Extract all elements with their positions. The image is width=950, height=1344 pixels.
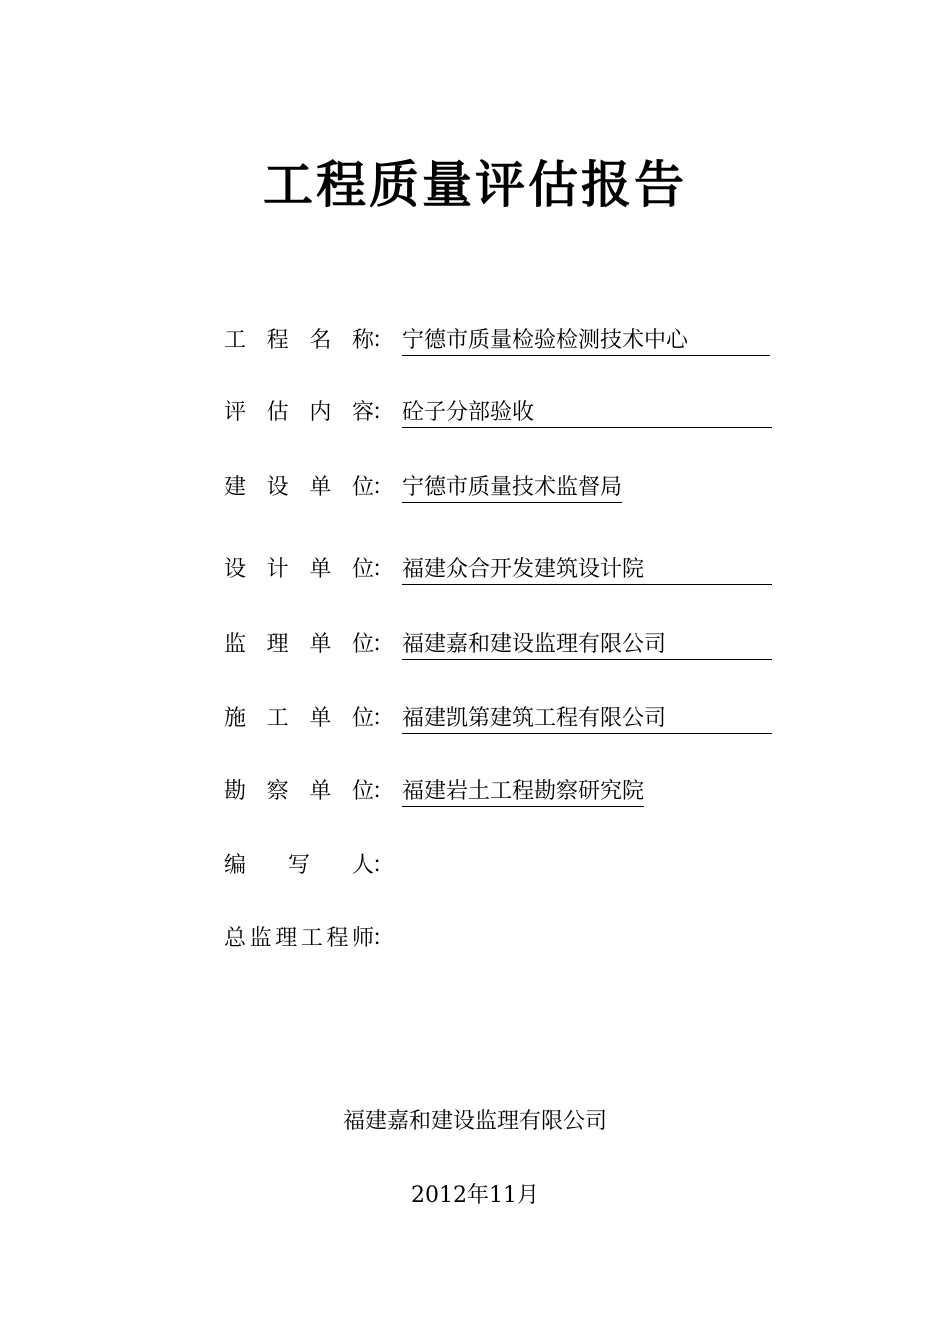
field-value: 砼子分部验收 [402, 398, 772, 428]
footer-date: 2012年11月 [411, 1183, 539, 1208]
field-colon: ： [372, 475, 395, 500]
field-colon: ： [372, 926, 395, 951]
field-label: 勘察单位 [224, 779, 374, 804]
field-label: 总监理工程师 [224, 926, 374, 951]
field-colon: ： [372, 779, 395, 804]
field-colon: ： [372, 632, 395, 657]
field-label: 评估内容 [224, 400, 374, 425]
field-label: 监理单位 [224, 632, 374, 657]
field-colon: ： [372, 706, 395, 731]
footer-company: 福建嘉和建设监理有限公司 [342, 1109, 607, 1134]
field-value: 福建嘉和建设监理有限公司 [402, 630, 772, 660]
field-value: 福建岩土工程勘察研究院 [402, 777, 644, 807]
field-colon: ： [372, 557, 395, 582]
field-value: 福建凯第建筑工程有限公司 [402, 704, 772, 734]
field-colon: ： [372, 853, 395, 878]
field-value: 宁德市质量技术监督局 [402, 473, 622, 503]
field-colon: ： [372, 400, 395, 425]
field-colon: ： [372, 328, 395, 353]
field-label: 设计单位 [224, 557, 374, 582]
field-value: 宁德市质量检验检测技术中心 [402, 326, 770, 356]
field-label: 工程名称 [224, 328, 374, 353]
field-value: 福建众合开发建筑设计院 [402, 555, 772, 585]
field-label: 编写人 [224, 853, 374, 878]
field-label: 建设单位 [224, 475, 374, 500]
field-label: 施工单位 [224, 706, 374, 731]
report-title: 工程质量评估报告 [263, 156, 687, 214]
